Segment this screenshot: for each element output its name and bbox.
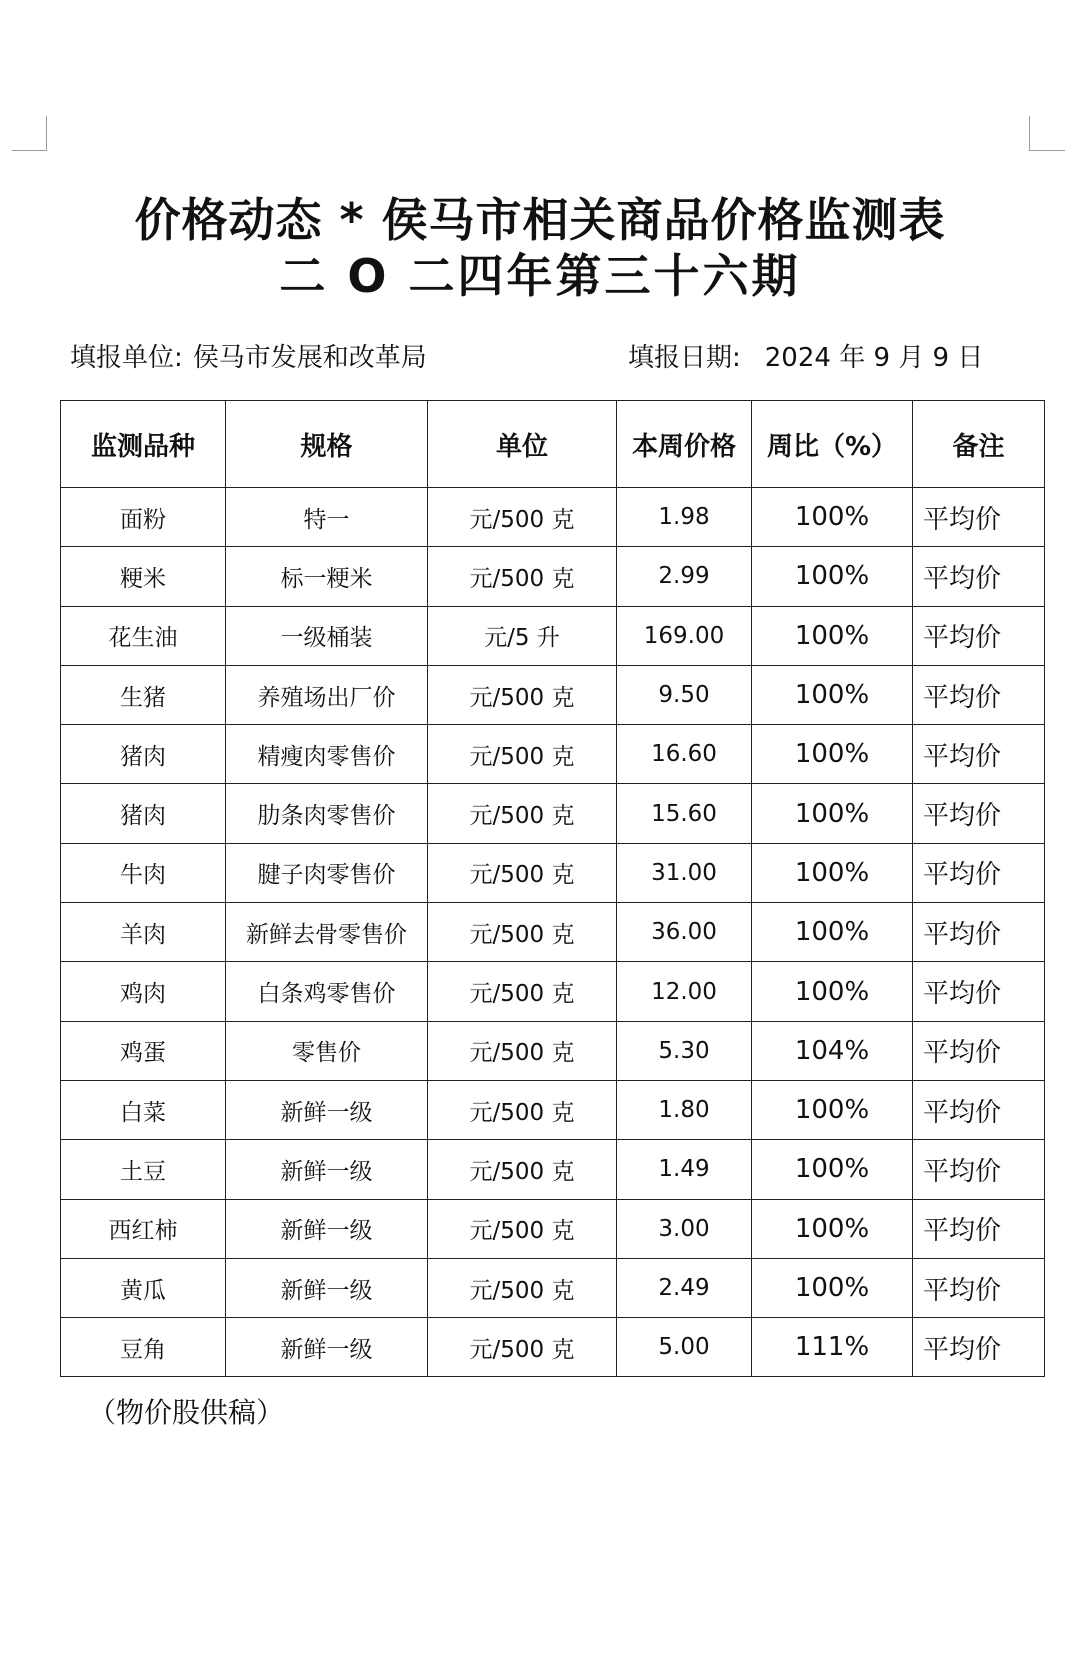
cell-item: 黄瓜 — [61, 1258, 226, 1317]
crop-mark-top-left-vertical — [46, 116, 47, 151]
table-row — [61, 488, 1045, 547]
table-row — [61, 606, 1045, 665]
cell-note: 平均价 — [913, 1318, 1045, 1377]
table-header-row — [61, 401, 1045, 488]
cell-price: 31.00 — [617, 843, 752, 902]
cell-spec: 新鲜一级 — [226, 1199, 428, 1258]
cell-unit: 元/500 克 — [428, 784, 617, 843]
cell-ratio: 111% — [752, 1318, 913, 1377]
source-note: （物价股供稿） — [88, 1396, 285, 1429]
cell-ratio: 100% — [752, 606, 913, 665]
cell-unit: 元/500 克 — [428, 1318, 617, 1377]
crop-mark-top-left-horizontal — [12, 150, 47, 151]
cell-price: 5.00 — [617, 1318, 752, 1377]
header-item: 监测品种 — [61, 401, 226, 488]
document-title: 价格动态 * 侯马市相关商品价格监测表 — [134, 193, 946, 247]
cell-ratio: 100% — [752, 1199, 913, 1258]
cell-item: 面粉 — [61, 488, 226, 547]
table-row — [61, 1021, 1045, 1080]
cell-spec: 养殖场出厂价 — [226, 665, 428, 724]
reporting-unit-label: 填报单位: — [70, 343, 183, 373]
cell-ratio: 104% — [752, 1021, 913, 1080]
cell-spec: 肋条肉零售价 — [226, 784, 428, 843]
cell-price: 169.00 — [617, 606, 752, 665]
cell-item: 西红柿 — [61, 1199, 226, 1258]
cell-spec: 白条鸡零售价 — [226, 962, 428, 1021]
reporting-date — [628, 341, 983, 375]
cell-ratio: 100% — [752, 784, 913, 843]
cell-spec: 零售价 — [226, 1021, 428, 1080]
cell-spec: 新鲜一级 — [226, 1318, 428, 1377]
cell-unit: 元/500 克 — [428, 1258, 617, 1317]
cell-note: 平均价 — [913, 488, 1045, 547]
cell-unit: 元/500 克 — [428, 1080, 617, 1139]
cell-price: 36.00 — [617, 903, 752, 962]
table-body — [61, 488, 1045, 1377]
cell-item: 白菜 — [61, 1080, 226, 1139]
cell-price: 2.49 — [617, 1258, 752, 1317]
cell-note: 平均价 — [913, 1140, 1045, 1199]
cell-note: 平均价 — [913, 903, 1045, 962]
cell-note: 平均价 — [913, 784, 1045, 843]
reporting-date-label: 填报日期: — [628, 343, 741, 373]
cell-spec: 精瘦肉零售价 — [226, 725, 428, 784]
cell-unit: 元/500 克 — [428, 843, 617, 902]
cell-spec: 一级桶装 — [226, 606, 428, 665]
cell-item: 猪肉 — [61, 725, 226, 784]
price-monitoring-table — [60, 400, 1045, 1377]
cell-item: 粳米 — [61, 547, 226, 606]
cell-unit: 元/500 克 — [428, 488, 617, 547]
cell-spec: 腱子肉零售价 — [226, 843, 428, 902]
cell-note: 平均价 — [913, 843, 1045, 902]
cell-ratio: 100% — [752, 547, 913, 606]
cell-item: 羊肉 — [61, 903, 226, 962]
header-spec: 规格 — [226, 401, 428, 488]
cell-price: 2.99 — [617, 547, 752, 606]
cell-ratio: 100% — [752, 665, 913, 724]
cell-spec: 新鲜一级 — [226, 1080, 428, 1139]
table-row — [61, 1318, 1045, 1377]
cell-price: 1.49 — [617, 1140, 752, 1199]
table-row — [61, 1140, 1045, 1199]
cell-unit: 元/500 克 — [428, 547, 617, 606]
table-row — [61, 1199, 1045, 1258]
cell-ratio: 100% — [752, 1258, 913, 1317]
cell-unit: 元/500 克 — [428, 725, 617, 784]
table-row — [61, 903, 1045, 962]
reporting-unit — [70, 341, 427, 375]
cell-unit: 元/500 克 — [428, 903, 617, 962]
cell-spec: 新鲜一级 — [226, 1258, 428, 1317]
cell-item: 猪肉 — [61, 784, 226, 843]
cell-ratio: 100% — [752, 488, 913, 547]
cell-item: 土豆 — [61, 1140, 226, 1199]
table-row — [61, 665, 1045, 724]
table-row — [61, 843, 1045, 902]
cell-price: 1.80 — [617, 1080, 752, 1139]
cell-price: 5.30 — [617, 1021, 752, 1080]
cell-ratio: 100% — [752, 725, 913, 784]
cell-note: 平均价 — [913, 1199, 1045, 1258]
reporting-unit-value: 侯马市发展和改革局 — [192, 343, 427, 373]
cell-item: 牛肉 — [61, 843, 226, 902]
cell-price: 16.60 — [617, 725, 752, 784]
cell-item: 豆角 — [61, 1318, 226, 1377]
cell-note: 平均价 — [913, 665, 1045, 724]
reporting-date-value: 2024 年 9 月 9 日 — [764, 343, 984, 373]
cell-ratio: 100% — [752, 962, 913, 1021]
table-row — [61, 725, 1045, 784]
cell-note: 平均价 — [913, 1021, 1045, 1080]
table-row — [61, 547, 1045, 606]
document-issue: 二 O 二四年第三十六期 — [279, 249, 801, 303]
cell-item: 鸡肉 — [61, 962, 226, 1021]
cell-note: 平均价 — [913, 606, 1045, 665]
cell-ratio: 100% — [752, 843, 913, 902]
table-row — [61, 1258, 1045, 1317]
header-price: 本周价格 — [617, 401, 752, 488]
cell-ratio: 100% — [752, 903, 913, 962]
cell-spec: 特一 — [226, 488, 428, 547]
cell-spec: 标一粳米 — [226, 547, 428, 606]
crop-mark-top-right-vertical — [1029, 116, 1030, 151]
cell-item: 花生油 — [61, 606, 226, 665]
cell-unit: 元/500 克 — [428, 1021, 617, 1080]
cell-price: 15.60 — [617, 784, 752, 843]
cell-note: 平均价 — [913, 1080, 1045, 1139]
cell-note: 平均价 — [913, 725, 1045, 784]
cell-note: 平均价 — [913, 962, 1045, 1021]
table-row — [61, 1080, 1045, 1139]
crop-mark-top-right-horizontal — [1029, 150, 1065, 151]
table-row — [61, 962, 1045, 1021]
cell-price: 12.00 — [617, 962, 752, 1021]
cell-ratio: 100% — [752, 1080, 913, 1139]
cell-price: 9.50 — [617, 665, 752, 724]
cell-note: 平均价 — [913, 1258, 1045, 1317]
cell-item: 鸡蛋 — [61, 1021, 226, 1080]
header-unit: 单位 — [428, 401, 617, 488]
cell-spec: 新鲜一级 — [226, 1140, 428, 1199]
cell-note: 平均价 — [913, 547, 1045, 606]
cell-unit: 元/500 克 — [428, 665, 617, 724]
cell-unit: 元/5 升 — [428, 606, 617, 665]
header-ratio: 周比（%） — [752, 401, 913, 488]
cell-unit: 元/500 克 — [428, 1140, 617, 1199]
cell-unit: 元/500 克 — [428, 1199, 617, 1258]
cell-price: 1.98 — [617, 488, 752, 547]
cell-ratio: 100% — [752, 1140, 913, 1199]
header-note: 备注 — [913, 401, 1045, 488]
cell-spec: 新鲜去骨零售价 — [226, 903, 428, 962]
cell-price: 3.00 — [617, 1199, 752, 1258]
table-row — [61, 784, 1045, 843]
cell-item: 生猪 — [61, 665, 226, 724]
cell-unit: 元/500 克 — [428, 962, 617, 1021]
